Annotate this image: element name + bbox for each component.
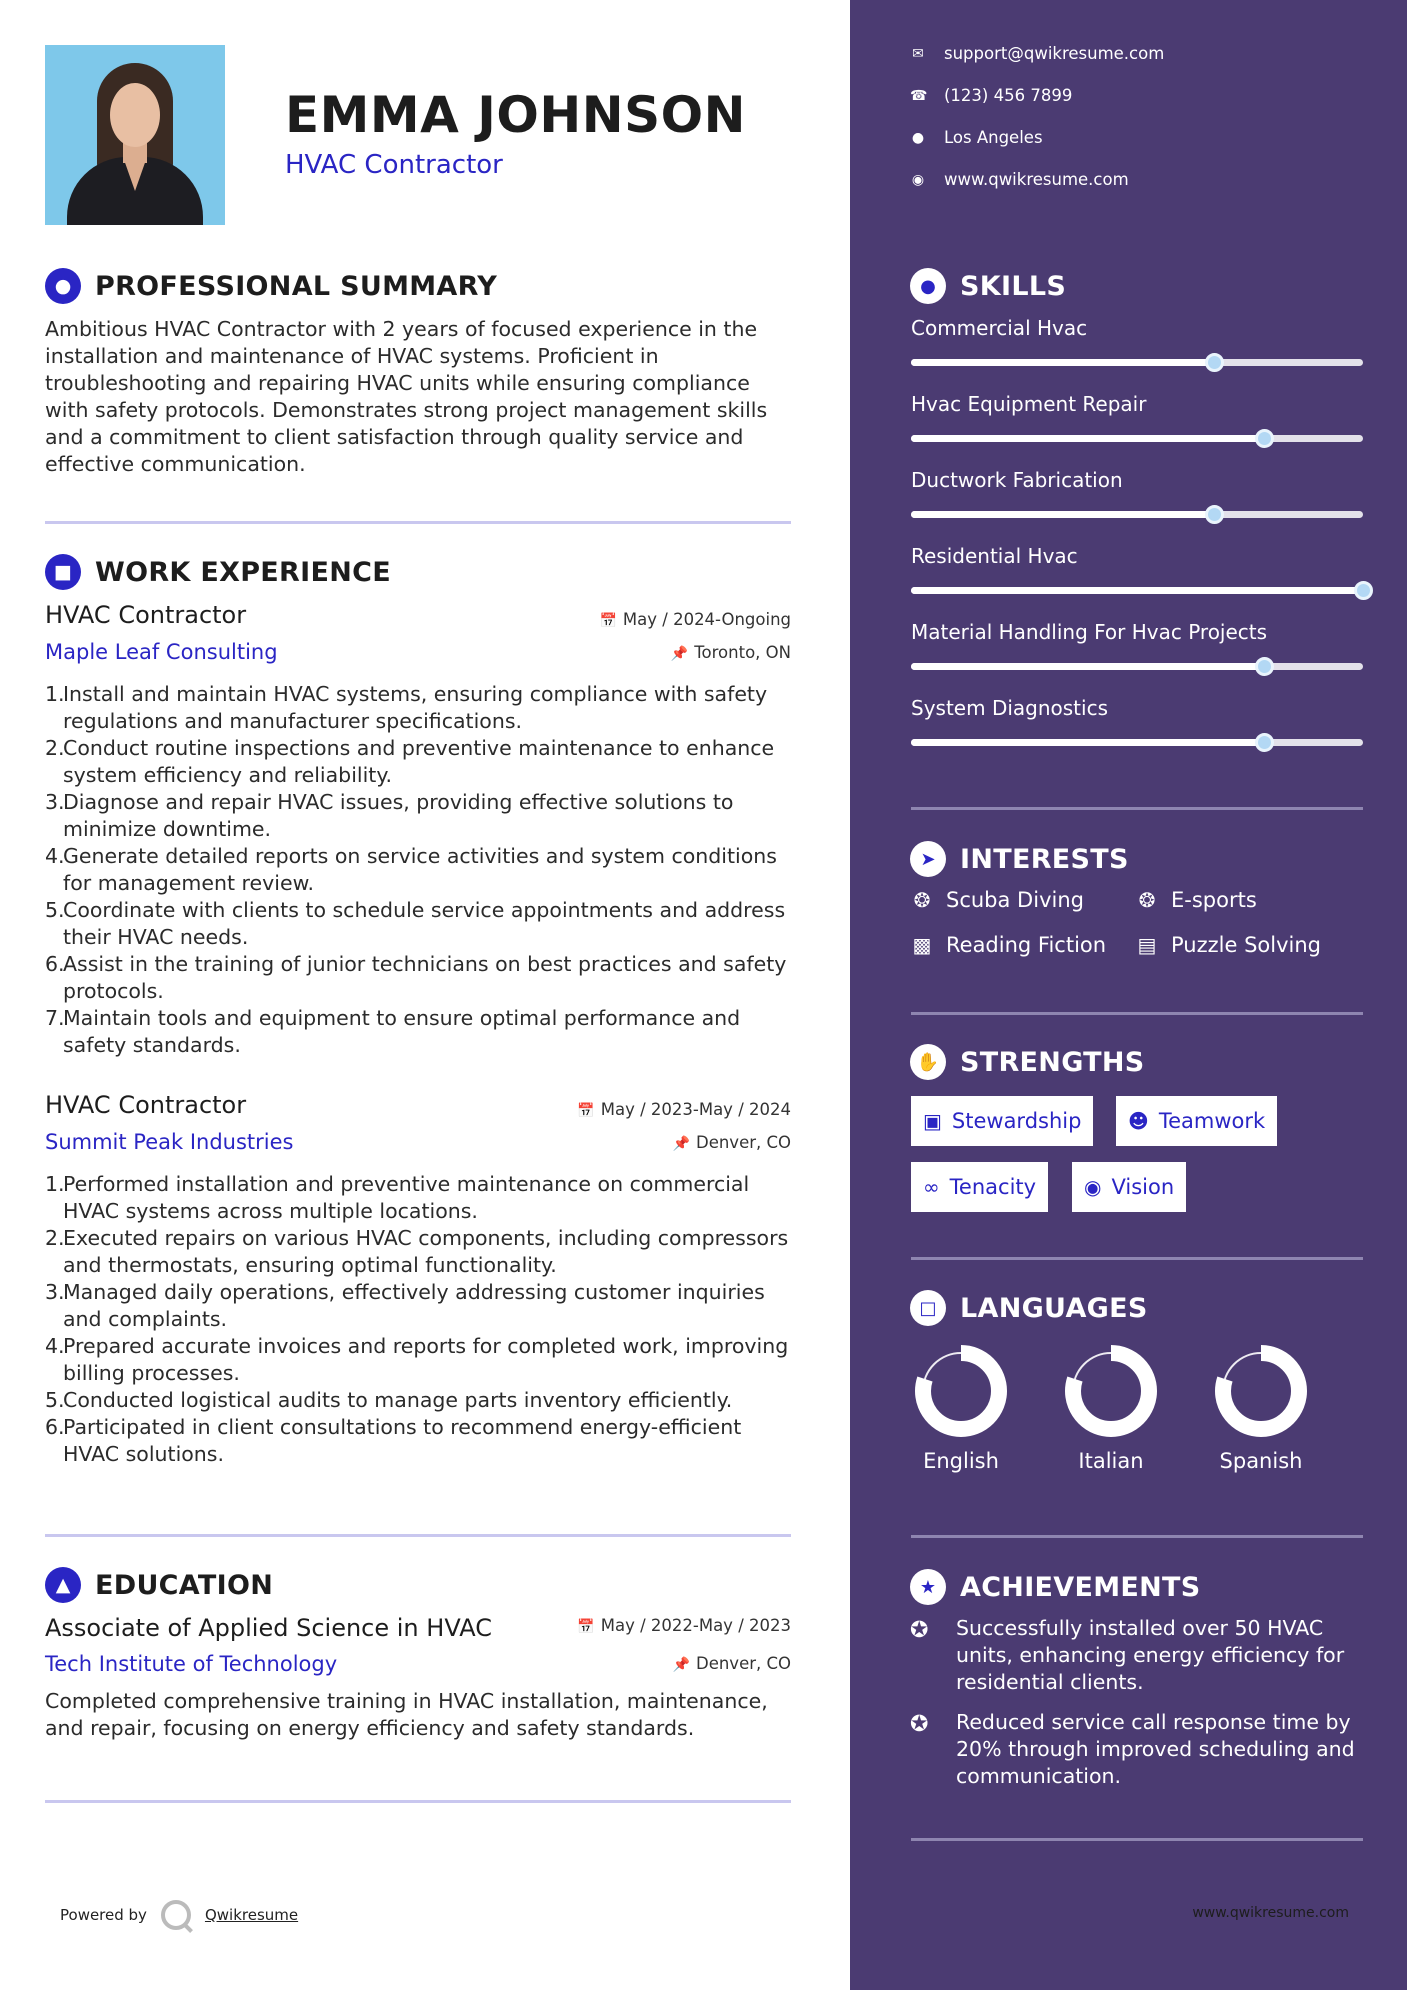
achievement-item: ✪ Successfully installed over 50 HVAC units, enhancing energy efficiency for residential clients. (910, 1616, 1345, 1694)
skill-label: Material Handling For Hvac Projects (911, 620, 1268, 644)
education-title: EDUCATION (95, 1569, 274, 1601)
users-icon: ☻ (1128, 1109, 1149, 1133)
list-item: 1. Install and maintain HVAC systems, ensuring compliance with safety regulations and manufacturer specifications. (45, 682, 768, 733)
link-icon: ∞ (923, 1175, 940, 1199)
degree-title: Associate of Applied Science in HVAC (45, 1614, 492, 1642)
gamepad-icon: ▩ (912, 933, 932, 957)
powered-by (60, 1900, 298, 1930)
interest-item: ▤ Puzzle Solving (1135, 933, 1321, 957)
job-dates: 📅 May / 2023-May / 2024 (577, 1100, 791, 1119)
list-item: 2. Conduct routine inspections and preventive maintenance to enhance system efficiency and reliability. (45, 736, 775, 787)
job-location: 📌 Denver, CO (672, 1133, 791, 1152)
skill-bar-fill (911, 663, 1264, 670)
candidate-name: EMMA JOHNSON (285, 86, 746, 144)
language-level-ring (913, 1343, 1009, 1439)
skill-level-knob (1255, 429, 1274, 448)
contact-email: ✉ support@qwikresume.com (910, 44, 1164, 63)
strength-badge: ◉ Vision (1072, 1162, 1186, 1212)
divider (911, 1257, 1363, 1260)
interests-title: INTERESTS (960, 843, 1129, 875)
strengths-header (910, 1044, 1145, 1080)
interest-item: ▩ Reading Fiction (910, 933, 1106, 957)
divider (911, 807, 1363, 810)
skills-title: SKILLS (960, 270, 1067, 302)
contact-phone: ☎ (123) 456 7899 (910, 86, 1073, 105)
skill-bar (911, 511, 1363, 518)
list-item: 7. Maintain tools and equipment to ensure optimal performance and safety standards. (45, 1006, 741, 1057)
list-item: 3. Diagnose and repair HVAC issues, providing effective solutions to minimize downtime. (45, 790, 734, 841)
skill-bar (911, 663, 1363, 670)
lifebuoy-icon: ❂ (1138, 888, 1156, 912)
languages-header (910, 1290, 1148, 1326)
skill-level-knob (1205, 353, 1224, 372)
contact-website: ◉ www.qwikresume.com (911, 170, 1129, 189)
list-item: 6. Participated in client consultations to recommend energy-efficient HVAC solutions. (45, 1415, 742, 1466)
list-item: 6. Assist in the training of junior technicians on best practices and safety protocols. (45, 952, 787, 1003)
divider (911, 1012, 1363, 1015)
list-item: 5. Conducted logistical audits to manage parts inventory efficiently. (45, 1388, 733, 1412)
skill-level-knob (1354, 581, 1373, 600)
skill-bar-fill (911, 587, 1363, 594)
skill-bar-fill (911, 739, 1264, 746)
skill-bar-fill (911, 359, 1214, 366)
pin-icon: 📌 (672, 1136, 690, 1152)
strengths-title: STRENGTHS (960, 1046, 1145, 1078)
experience-title: WORK EXPERIENCE (95, 556, 391, 588)
job-company: Summit Peak Industries (45, 1130, 294, 1154)
skill-level-knob (1255, 657, 1274, 676)
strength-badge: ▣ Stewardship (911, 1096, 1093, 1146)
calendar-icon: 📅 (577, 1103, 595, 1119)
paper-plane-icon: ➤ (910, 841, 946, 877)
user-icon: ● (45, 268, 81, 304)
list-item: 5. Coordinate with clients to schedule service appointments and address their HVAC needs. (45, 898, 786, 949)
contact-location: ● Los Angeles (911, 128, 1043, 147)
achievements-title: ACHIEVEMENTS (960, 1571, 1201, 1603)
summary-header (45, 268, 497, 304)
chair-icon: ■ (45, 554, 81, 590)
job-dates: 📅 May / 2024-Ongoing (599, 610, 791, 629)
skill-bar-fill (911, 435, 1264, 442)
language-item (911, 1343, 1011, 1473)
job-title: HVAC Contractor (45, 1091, 247, 1119)
lightbulb-icon: ● (910, 268, 946, 304)
skill-bar (911, 587, 1363, 594)
book-icon: ▤ (1137, 933, 1157, 957)
skill-label: System Diagnostics (911, 696, 1108, 720)
list-item: 4. Prepared accurate invoices and reports for completed work, improving billing processes. (45, 1334, 789, 1385)
language-item (1061, 1343, 1161, 1473)
skill-label: Residential Hvac (911, 544, 1078, 568)
skill-bar (911, 435, 1363, 442)
interest-item: ❂ Scuba Diving (910, 888, 1084, 912)
calendar-icon: 📅 (577, 1619, 595, 1635)
skill-label: Hvac Equipment Repair (911, 392, 1147, 416)
footer-site[interactable]: www.qwikresume.com (1192, 1905, 1349, 1921)
job-duties (45, 681, 800, 1059)
interest-item: ❂ E-sports (1135, 888, 1257, 912)
list-item: 1. Performed installation and preventive maintenance on commercial HVAC systems across multiple locations. (45, 1172, 750, 1223)
job-title: HVAC Contractor (45, 601, 247, 629)
star-icon: ★ (910, 1569, 946, 1605)
skill-label: Commercial Hvac (911, 316, 1088, 340)
language-label: Spanish (1219, 1449, 1303, 1473)
profile-photo (45, 45, 225, 225)
briefcase-icon: ▣ (923, 1109, 942, 1133)
phone-icon: ☎ (910, 87, 928, 104)
fist-icon: ✋ (910, 1044, 946, 1080)
job-duties (45, 1171, 800, 1468)
map-pin-icon: ● (911, 129, 925, 146)
strength-badge: ☻ Teamwork (1116, 1096, 1277, 1146)
brand-link[interactable]: Qwikresume (204, 1906, 299, 1924)
skill-level-knob (1205, 505, 1224, 524)
pin-icon: 📌 (670, 646, 689, 662)
binoculars-icon: ◉ (1084, 1175, 1102, 1199)
experience-header (45, 554, 391, 590)
skill-bar (911, 359, 1363, 366)
list-item: 2. Executed repairs on various HVAC components, including compressors and thermostats, ensuring optimal functionality. (45, 1226, 789, 1277)
languages-title: LANGUAGES (960, 1292, 1148, 1324)
divider (45, 521, 791, 524)
language-level-ring (1063, 1343, 1159, 1439)
language-label: Italian (1078, 1449, 1144, 1473)
skill-label: Ductwork Fabrication (911, 468, 1123, 492)
divider (911, 1838, 1363, 1841)
globe-icon: ◉ (911, 171, 925, 188)
job-location: 📌 Toronto, ON (670, 643, 791, 662)
education-text: Completed comprehensive training in HVAC installation, maintenance, and repair, focusing on energy efficiency and safety standards. (45, 1689, 768, 1740)
achievements-header (910, 1569, 1201, 1605)
skill-bar (911, 739, 1363, 746)
summary-title: PROFESSIONAL SUMMARY (95, 270, 498, 302)
list-item: 3. Managed daily operations, effectively addressing customer inquiries and complaints. (45, 1280, 765, 1331)
envelope-icon: ✉ (912, 45, 924, 62)
divider (45, 1534, 791, 1537)
language-icon: □ (910, 1290, 946, 1326)
school-name: Tech Institute of Technology (45, 1652, 338, 1676)
interests-header (910, 841, 1129, 877)
divider (911, 1535, 1363, 1538)
skill-bar-fill (911, 511, 1214, 518)
job-company: Maple Leaf Consulting (45, 640, 278, 664)
education-dates: 📅 May / 2022-May / 2023 (577, 1616, 791, 1635)
qwikresume-logo-icon (161, 1900, 191, 1930)
lifebuoy-icon: ❂ (913, 888, 931, 912)
summary-text: Ambitious HVAC Contractor with 2 years of focused experience in the installation and maintenance of HVAC systems. Proficient in troubleshooting and repairing HVAC units while ensuring compliance with safety protocols. Demonstrates strong project management skills and a commitment to client satisfaction through quality service and effective communication. (45, 317, 768, 476)
calendar-icon: 📅 (599, 613, 617, 629)
strength-badge: ∞ Tenacity (911, 1162, 1048, 1212)
star-icon: ✪ (910, 1712, 929, 1737)
achievement-item: ✪ Reduced service call response time by 20% through improved scheduling and communication. (910, 1710, 1355, 1788)
pin-icon: 📌 (672, 1657, 690, 1673)
powered-by-label: Powered by (60, 1906, 147, 1924)
graduate-icon: ▲ (45, 1567, 81, 1603)
star-icon: ✪ (910, 1618, 929, 1643)
skills-header (910, 268, 1066, 304)
education-location: 📌 Denver, CO (672, 1654, 791, 1673)
language-item (1211, 1343, 1311, 1473)
sidebar (850, 0, 1407, 1990)
candidate-role: HVAC Contractor (285, 150, 503, 180)
education-header (45, 1567, 273, 1603)
list-item: 4. Generate detailed reports on service activities and system conditions for management review. (45, 844, 777, 895)
language-label: English (923, 1449, 999, 1473)
skill-level-knob (1255, 733, 1274, 752)
divider (45, 1800, 791, 1803)
language-level-ring (1213, 1343, 1309, 1439)
